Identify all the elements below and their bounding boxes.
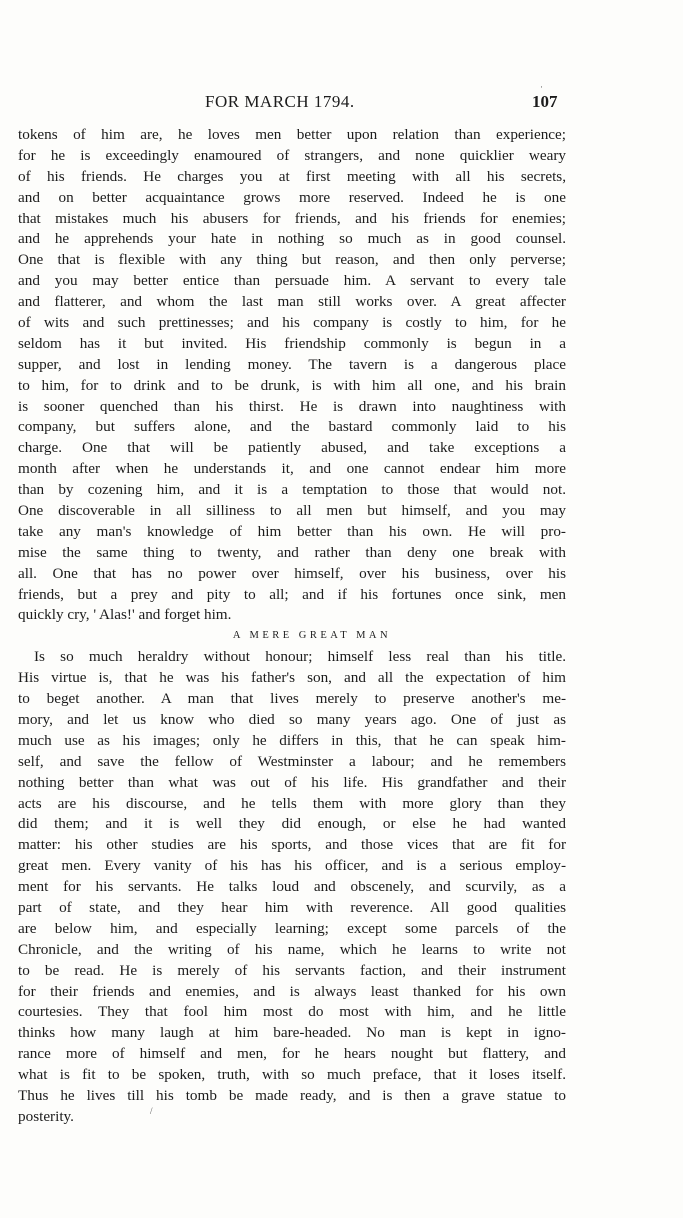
text-line: company, but suffers alone, and the bastard commonly laid to his [18, 418, 566, 436]
text-line: posterity. [18, 1107, 74, 1125]
text-line: mise the same thing to twenty, and rather than deny one break with [18, 543, 566, 561]
text-line: Chronicle, and the writing of his name, which he learns to write not [18, 940, 566, 958]
text-line: of his friends. He charges you at first meeting with all his secrets, [18, 167, 566, 185]
text-line: One discoverable in all silliness to all men but himself, and you may [18, 502, 566, 520]
text-line: courtesies. They that fool him most do most with him, and he little [18, 1003, 566, 1021]
text-line: rance more of himself and men, for he hears nought but flattery, and [18, 1045, 566, 1063]
text-line: is sooner quenched than his thirst. He is drawn into naughtiness with [18, 397, 566, 415]
text-line: to him, for to drink and to be drunk, is with him all one, and his brain [18, 376, 566, 394]
text-line: and he apprehends your hate in nothing so much as in good counsel. [18, 230, 566, 248]
text-line: nothing better than what was out of his life. His grandfather and their [18, 773, 566, 791]
text-line: part of state, and they hear him with reverence. All good qualities [18, 898, 566, 916]
text-line: and on better acquaintance grows more reserved. Indeed he is one [18, 188, 566, 206]
text-line: Is so much heraldry without honour; himself less real than his title. [34, 648, 566, 666]
text-line: quickly cry, ' Alas!' and forget him. [18, 606, 232, 624]
text-line: self, and save the fellow of Westminster a labour; and he remembers [18, 752, 566, 770]
text-line: mory, and let us know who died so many years ago. One of just as [18, 710, 566, 728]
text-line: tokens of him are, he loves men better upon relation than experience; [18, 126, 566, 143]
text-line: than by cozening him, and it is a temptation to those that would not. [18, 481, 566, 499]
section-heading: A MERE GREAT MAN [232, 630, 392, 642]
text-line: Thus he lives till his tomb be made ready, and is then a grave statue to [18, 1086, 566, 1104]
text-line: supper, and lost in lending money. The tavern is a dangerous place [18, 355, 566, 373]
text-line: ment for his servants. He talks loud and obscenely, and scurvily, as a [18, 878, 566, 896]
running-title: FOR MARCH 1794. [205, 92, 355, 111]
text-line: take any man's knowledge of him better than his own. He will pro- [18, 522, 566, 540]
text-line: matter: his other studies are his sports, and those vices that are fit for [18, 836, 566, 854]
text-line: all. One that has no power over himself, over his business, over his [18, 564, 566, 582]
text-line: and flatterer, and whom the last man still works over. A great affecter [18, 293, 566, 311]
text-line: for he is exceedingly enamoured of strangers, and none quicklier weary [18, 146, 566, 164]
text-line: to be read. He is merely of his servants faction, and their instrument [18, 961, 566, 979]
body-text [18, 125, 566, 1128]
ink-speck: · [540, 82, 543, 92]
text-line: month after when he understands it, and one cannot endear him more [18, 460, 566, 478]
text-line: thinks how many laugh at him bare-headed. No man is kept in igno- [18, 1024, 566, 1042]
text-line: are below him, and especially learning; except some parcels of the [18, 919, 566, 937]
page-header [0, 92, 683, 116]
text-line: friends, but a prey and pity to all; and if his fortunes once sink, men [18, 585, 566, 603]
text-line: acts are his discourse, and he tells them with more glory than they [18, 794, 566, 812]
text-line: seldom has it but invited. His friendship commonly is begun in a [18, 334, 566, 352]
text-line: to beget another. A man that lives merely to preserve another's me- [18, 690, 566, 708]
section-mere-great-man [18, 647, 566, 1127]
ink-speck: / [150, 1106, 153, 1116]
page-number: 107 [532, 92, 558, 111]
text-line: that mistakes much his abusers for friends, and his friends for enemies; [18, 209, 566, 227]
text-line: great men. Every vanity of his has his officer, and is a serious employ- [18, 857, 566, 875]
text-line: and you may better entice than persuade him. A servant to every tale [18, 272, 566, 290]
section-character-continued [18, 125, 566, 626]
text-line: charge. One that will be patiently abused, and take exceptions a [18, 439, 566, 457]
text-line: what is fit to be spoken, truth, with so much preface, that it loses itself. [18, 1066, 566, 1084]
text-line: for their friends and enemies, and is always least thanked for his own [18, 982, 566, 1000]
text-line: did them; and it is well they did enough, or else he had wanted [18, 815, 566, 833]
text-line: of wits and such prettinesses; and his company is costly to him, for he [18, 314, 566, 332]
text-line: One that is flexible with any thing but reason, and then only perverse; [18, 251, 566, 269]
text-line: His virtue is, that he was his father's son, and all the expectation of him [18, 669, 566, 687]
text-line: much use as his images; only he differs in this, that he can speak him- [18, 731, 566, 749]
